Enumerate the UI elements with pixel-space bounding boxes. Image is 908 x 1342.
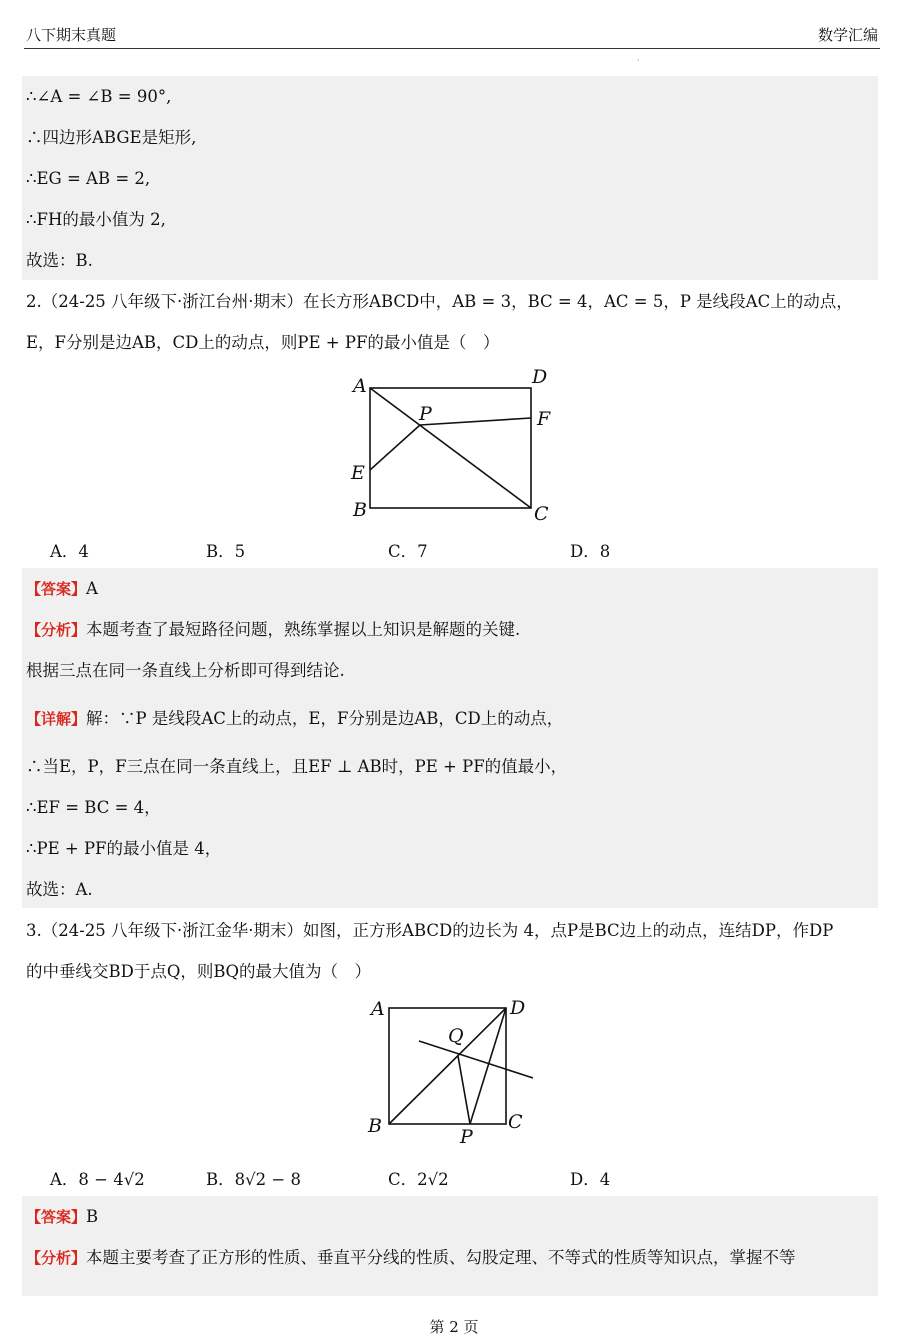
page-number: 第 2 页	[429, 1318, 479, 1336]
solution-line: 故选：B.	[26, 251, 93, 270]
header-left-title: 八下期末真题	[26, 26, 117, 44]
solution-line: ∴EG = AB = 2,	[26, 169, 151, 188]
analysis-tag: 【分析】	[26, 1249, 87, 1267]
q2-step: 故选：A.	[26, 880, 93, 899]
q3-answer-line	[26, 1206, 98, 1228]
q2-step: ∴当E，P，F三点在同一条直线上，且EF ⊥ AB时，PE + PF的值最小，	[26, 757, 568, 776]
q3-answer: B	[86, 1207, 99, 1226]
q3-figure	[362, 992, 547, 1148]
q2-label-d: D	[532, 366, 548, 388]
q3-option-d: D．4	[570, 1170, 611, 1189]
q3-perpendicular-bisector	[419, 1041, 533, 1078]
q2-answer: A	[86, 579, 98, 598]
q3-label-b: B	[368, 1115, 382, 1137]
detail-tag: 【详解】	[26, 710, 87, 728]
q3-option-a: A．8 − 4√2	[50, 1170, 145, 1189]
q2-analysis: 本题考查了最短路径问题，熟练掌握以上知识是解题的关键.	[86, 620, 521, 639]
answer-tag: 【答案】	[26, 1208, 87, 1226]
q3-answer-block	[22, 1196, 878, 1296]
q2-analysis-line2: 根据三点在同一条直线上分析即可得到结论.	[26, 661, 345, 680]
q3-segment-qp	[458, 1056, 470, 1124]
solution-line: ∴∠A = ∠B = 90°,	[26, 87, 172, 106]
q2-step: ∴PE + PF的最小值是 4，	[26, 839, 222, 858]
solution-line: ∴四边形ABGE是矩形,	[26, 128, 197, 147]
q2-answer-line	[26, 578, 98, 600]
q3-stem-line2: 的中垂线交BD于点Q，则BQ的最大值为（ ）	[26, 962, 372, 981]
q2-segment-pe	[370, 425, 420, 470]
q2-option-c: C．7	[388, 542, 428, 561]
q2-detail: 解：∵P 是线段AC上的动点，E，F分别是边AB，CD上的动点，	[86, 709, 564, 728]
q3-label-d: D	[510, 997, 526, 1019]
q3-option-b: B．8√2 − 8	[206, 1170, 301, 1189]
stray-dot: ·	[637, 56, 640, 65]
q3-analysis-line	[26, 1247, 796, 1269]
q2-label-c: C	[534, 503, 549, 525]
q3-label-a: A	[371, 998, 385, 1020]
q2-label-e: E	[351, 462, 365, 484]
q3-label-p: P	[460, 1126, 473, 1148]
q2-figure	[340, 362, 560, 527]
q3-analysis: 本题主要考查了正方形的性质、垂直平分线的性质、勾股定理、不等式的性质等知识点，掌握不等	[86, 1248, 796, 1267]
q2-option-b: B．5	[206, 542, 246, 561]
q2-label-b: B	[353, 499, 367, 521]
answer-tag: 【答案】	[26, 580, 87, 598]
q2-label-f: F	[537, 408, 551, 430]
q2-step: ∴EF = BC = 4，	[26, 798, 161, 817]
q3-label-q: Q	[448, 1025, 464, 1047]
q3-option-c: C．2√2	[388, 1170, 449, 1189]
solution-line: ∴FH的最小值为 2,	[26, 210, 166, 229]
analysis-tag: 【分析】	[26, 621, 87, 639]
q2-label-a: A	[353, 375, 367, 397]
header-right-title: 数学汇编	[817, 26, 878, 44]
q2-option-a: A．4	[50, 542, 89, 561]
header-rule	[24, 48, 880, 49]
q2-stem-line2: E，F分别是边AB，CD上的动点，则PE + PF的最小值是（ ）	[26, 333, 500, 352]
q2-detail-line	[26, 708, 563, 730]
q2-label-p: P	[419, 403, 432, 425]
q2-analysis-line	[26, 619, 520, 641]
q2-segment-pf	[420, 418, 531, 425]
q2-option-d: D．8	[570, 542, 611, 561]
q2-stem-line1: 2.（24-25 八年级下·浙江台州·期末）在长方形ABCD中，AB = 3，BC = 4，AC = 5，P 是线段AC上的动点，	[26, 292, 853, 311]
q3-label-c: C	[508, 1111, 523, 1133]
q3-stem-line1: 3.（24-25 八年级下·浙江金华·期末）如图，正方形ABCD的边长为 4，点P是BC边上的动点，连结DP，作DP	[26, 921, 834, 940]
